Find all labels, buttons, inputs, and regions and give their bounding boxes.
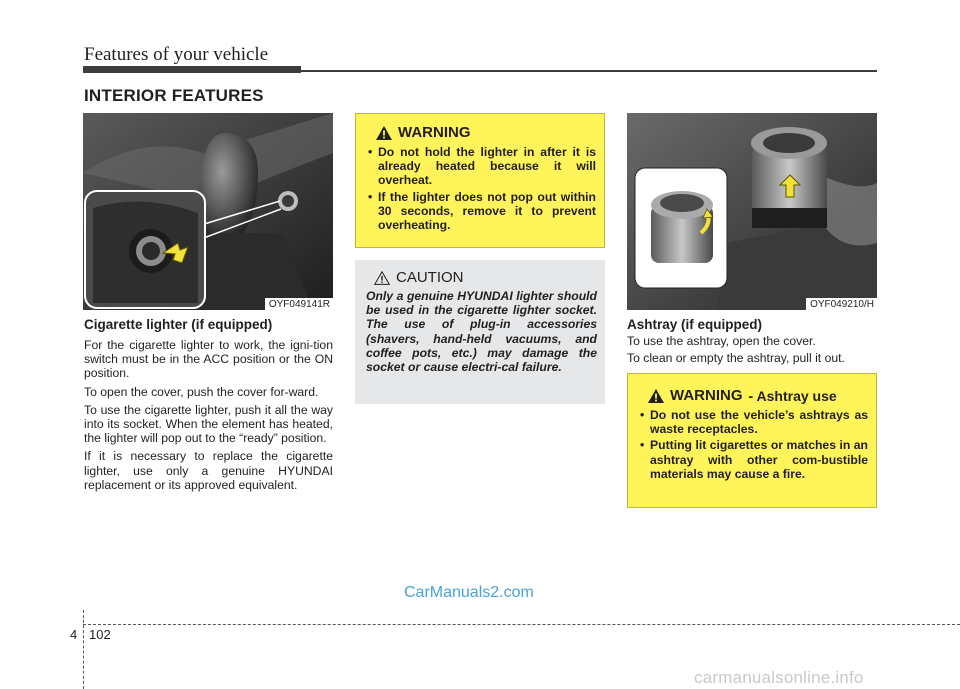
ashtray-warning-list (638, 408, 868, 481)
lighter-paragraph: To open the cover, push the cover for-ward. (84, 384, 319, 399)
cigarette-lighter-photo (83, 113, 333, 310)
ashtray-instructions (627, 334, 877, 369)
caution-title (374, 269, 597, 286)
warning-item: • Do not hold the lighter in after it is already heated because it will overheat. (368, 145, 596, 188)
photo-code-right: OYF049210/H (806, 298, 877, 310)
header-bar (83, 66, 301, 73)
lighter-warning-box (355, 113, 605, 248)
ashtray-warning-box (627, 373, 877, 508)
warning-list (366, 145, 596, 232)
ashtray-illustration (627, 113, 877, 310)
ashtray-warning-subtitle: - Ashtray use (748, 387, 837, 404)
page-number: 102 (89, 627, 111, 642)
warning-label: WARNING (398, 124, 471, 141)
ashtray-paragraph: To clean or empty the ashtray, pull it out. (627, 351, 845, 366)
ashtray-warning-label: WARNING (670, 387, 743, 404)
caution-label: CAUTION (396, 269, 464, 286)
chapter-number: 4 (70, 627, 78, 642)
ashtray-heading: Ashtray (if equipped) (627, 317, 763, 332)
header-rule (301, 70, 877, 72)
lighter-paragraph: If it is necessary to replace the cigarette lighter, use only a genuine HYUNDAI replacement or its approved equivalent. (84, 449, 333, 492)
footer-divider (83, 610, 84, 689)
ashtray-photo (627, 113, 877, 310)
chapter-title: Features of your vehicle (84, 44, 269, 65)
warning-icon (376, 126, 392, 140)
caution-icon (374, 271, 390, 285)
lighter-heading: Cigarette lighter (if equipped) (84, 317, 273, 332)
photo-code-left: OYF049141R (265, 298, 333, 310)
warning-title (376, 124, 596, 141)
warning-item: • If the lighter does not pop out within 30 seconds, remove it to prevent overheating. (368, 189, 596, 233)
warning-item: • Do not use the vehicle’s ashtrays as waste receptacles. (640, 408, 868, 437)
ashtray-paragraph: To use the ashtray, open the cover. (627, 334, 816, 348)
warning-item: • Putting lit cigarettes or matches in an ashtray with other com-bustible materials may cause a fire. (640, 438, 868, 481)
cigarette-lighter-illustration (83, 113, 333, 310)
section-title: INTERIOR FEATURES (84, 86, 264, 105)
warning-icon (648, 389, 664, 403)
watermark-link[interactable]: CarManuals2.com (404, 584, 534, 601)
footer-rule (83, 624, 960, 625)
lighter-paragraph: To use the cigarette lighter, push it all the way into its socket. When the element has heated, the lighter will pop out to the “ready” position. (84, 402, 333, 446)
ashtray-warning-title (648, 387, 868, 404)
caution-text: Only a genuine HYUNDAI lighter should be used in the cigarette lighter socket. The use of plug-in accessories (shavers, hand-held vacuums, and coffee pots, etc.) may damage the socket or cause electri-cal failure. (366, 289, 597, 375)
lighter-caution-box (355, 260, 605, 404)
lighter-paragraph: For the cigarette lighter to work, the igni-tion switch must be in the ACC position or the ON position. (84, 338, 333, 381)
lighter-instructions (84, 338, 333, 496)
site-watermark: carmanualsonline.info (694, 668, 864, 687)
